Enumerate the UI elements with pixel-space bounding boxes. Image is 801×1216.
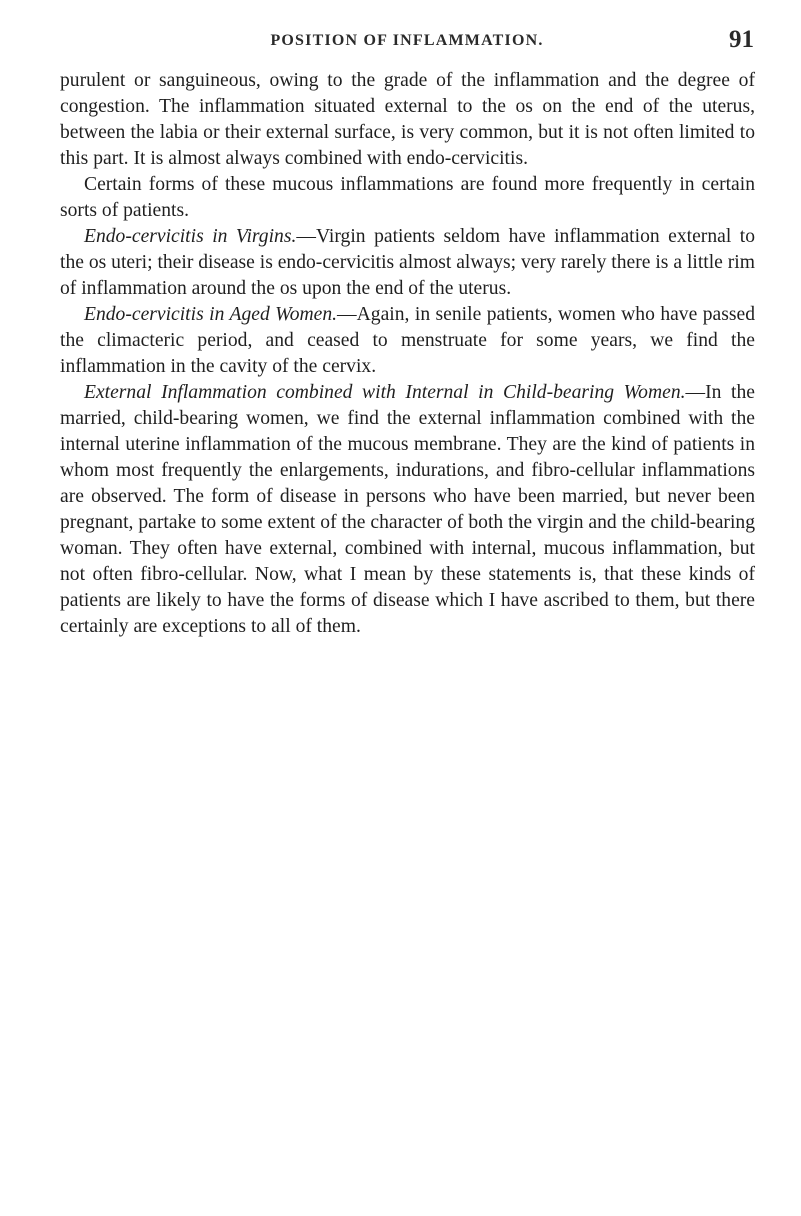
page-number: 91 (729, 26, 754, 53)
paragraph-1 (60, 68, 755, 172)
paragraph-2-text: Certain forms of these mucous inflammations are found more frequently in certain sorts of patients. (60, 174, 755, 221)
paragraph-4 (60, 302, 755, 380)
paragraph-4-heading: Endo-cervicitis in Aged Women. (84, 304, 338, 325)
paragraph-4-text: —Again, in senile patients, women who have passed the climacteric period, and ceased to menstruate for some years, we find the inflammation in the cavity of the cervix. (60, 304, 755, 377)
body-text (60, 68, 755, 640)
running-head (60, 26, 754, 56)
paragraph-2 (60, 172, 755, 224)
paragraph-1-text: purulent or sanguineous, owing to the grade of the inflammation and the degree of congestion. The inflammation situated external to the os on the end of the uterus, between the labia or their external surface, is very common, but it is not often limited to this part. It is almost always combined with endo-cervicitis. (60, 70, 755, 169)
paragraph-5-text: —In the married, child-bearing women, we find the external inflammation combined with the internal uterine inflammation of the mucous membrane. They are the kind of patients in whom most frequently the enlargements, indurations, and fibro-cellular inflammations are observed. The form of disease in persons who have been married, but never been pregnant, partake to some extent of the character of both the virgin and the child-bearing woman. They often have external, combined with internal, mucous inflammation, but not often fibro-cellular. Now, what I mean by these statements is, that these kinds of patients are likely to have the forms of disease which I have ascribed to them, but there certainly are exceptions to all of them. (60, 382, 755, 637)
paragraph-3 (60, 224, 755, 302)
paragraph-3-text: —Virgin patients seldom have inflammation external to the os uteri; their disease is endo-cervicitis almost always; very rarely there is a little rim of inflammation around the os upon the end of the uterus. (60, 226, 755, 299)
paragraph-5-heading: External Inflammation combined with Internal in Child-bearing Women. (84, 382, 686, 403)
paragraph-3-heading: Endo-cervicitis in Virgins. (84, 226, 297, 247)
running-title: POSITION OF INFLAMMATION. (270, 32, 544, 49)
paragraph-5 (60, 380, 755, 640)
